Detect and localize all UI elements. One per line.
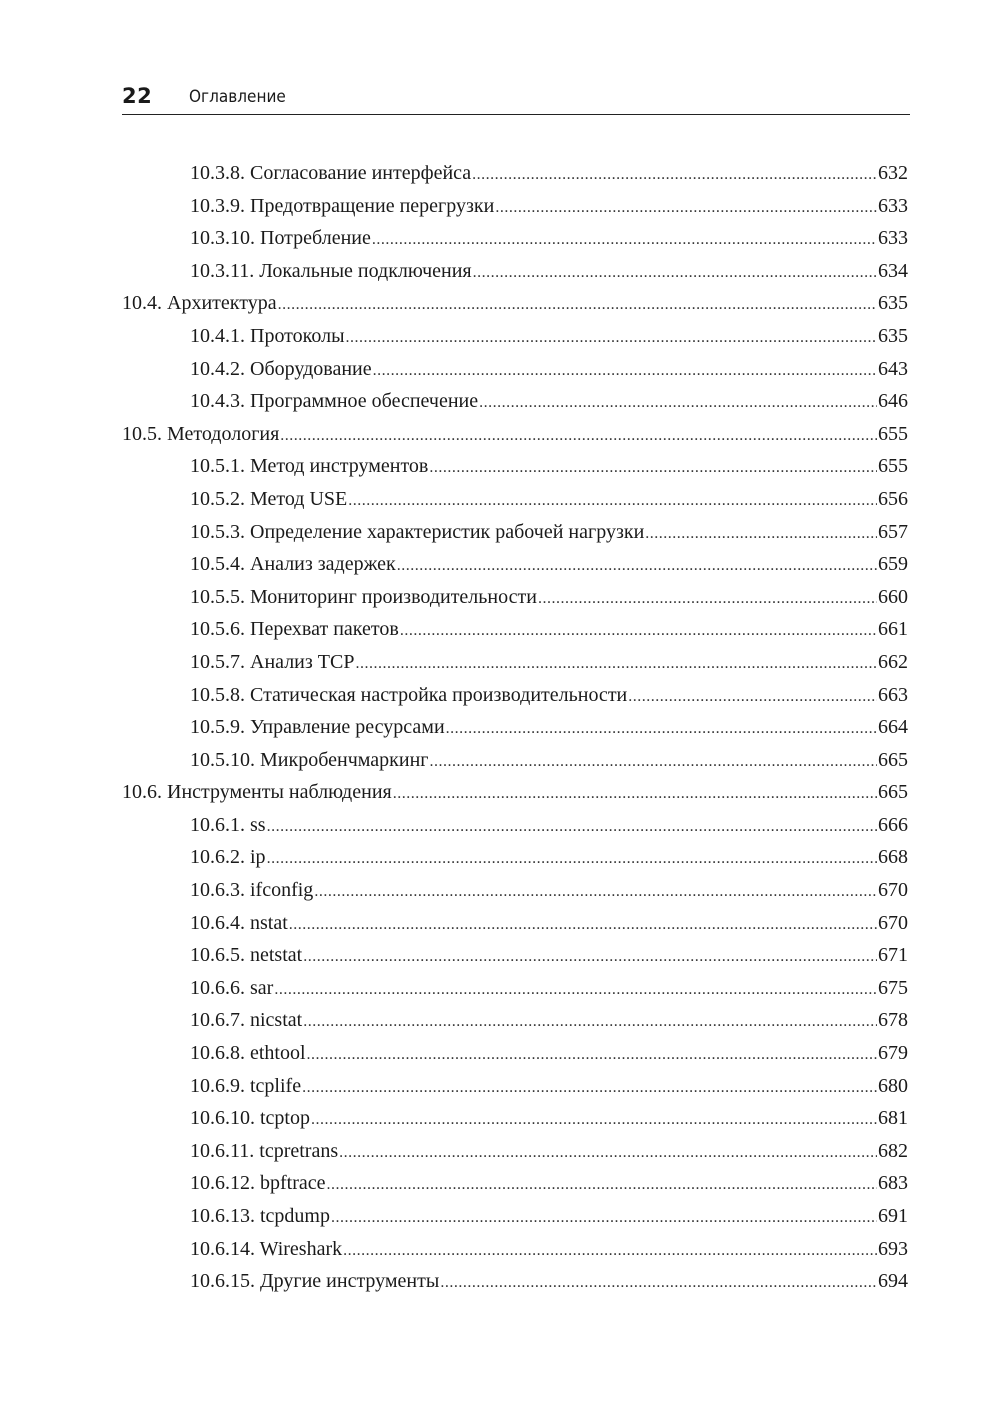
toc-dot-leader: [446, 713, 877, 745]
toc-entry-page-number: 683: [878, 1172, 908, 1195]
toc-entry-title: 10.6.13. tcpdump: [190, 1205, 330, 1227]
toc-dot-leader: [472, 159, 877, 191]
toc-dot-leader: [373, 355, 877, 387]
table-of-contents: [122, 157, 908, 1298]
toc-dot-leader: [311, 1104, 877, 1136]
toc-entry-page-number: 666: [878, 813, 908, 836]
toc-entry-title: 10.6.6. sar: [190, 976, 274, 999]
toc-dot-leader: [538, 583, 877, 615]
toc-entry-page-number: 665: [878, 781, 908, 804]
toc-section-entry: [122, 287, 908, 320]
toc-dot-leader: [274, 974, 877, 1006]
toc-entry-page-number: 665: [878, 748, 908, 771]
toc-subsection-entry: [122, 190, 908, 223]
toc-entry-title: 10.6. Инструменты наблюдения: [122, 781, 392, 804]
toc-entry-page-number: 681: [878, 1107, 908, 1130]
toc-entry-title: 10.5.7. Анализ TCP: [190, 650, 355, 673]
toc-entry-title: 10.5.1. Метод инструментов: [190, 455, 429, 478]
toc-entry-page-number: 633: [878, 227, 908, 250]
toc-dot-leader: [429, 746, 877, 778]
toc-dot-leader: [479, 387, 877, 419]
toc-subsection-entry: [122, 157, 908, 190]
toc-dot-leader: [327, 1169, 877, 1201]
toc-entry-page-number: 670: [878, 911, 908, 934]
toc-entry-title: 10.6.7. nicstat: [190, 1009, 303, 1032]
toc-entry-page-number: 646: [878, 390, 908, 413]
toc-subsection-entry: [122, 874, 908, 907]
toc-subsection-entry: [122, 483, 908, 516]
toc-dot-leader: [628, 681, 877, 713]
toc-dot-leader: [346, 322, 877, 354]
toc-entry-page-number: 670: [878, 879, 908, 902]
toc-entry-title: 10.6.14. Wireshark: [190, 1237, 343, 1260]
toc-entry-title: 10.6.10. tcptop: [190, 1107, 310, 1130]
toc-subsection-entry: [122, 972, 908, 1005]
toc-dot-leader: [348, 485, 877, 517]
toc-dot-leader: [280, 420, 877, 452]
toc-entry-page-number: 657: [878, 520, 908, 543]
toc-entry-title: 10.3.9. Предотвращение перегрузки: [190, 194, 495, 217]
toc-entry-page-number: 693: [878, 1237, 908, 1260]
toc-subsection-entry: [122, 1135, 908, 1168]
toc-subsection-entry: [122, 841, 908, 874]
toc-entry-page-number: 680: [878, 1074, 908, 1097]
toc-entry-page-number: 632: [878, 162, 908, 184]
toc-entry-page-number: 661: [878, 618, 908, 641]
toc-entry-title: 10.6.9. tcplife: [190, 1074, 302, 1097]
toc-dot-leader: [302, 1072, 877, 1104]
toc-subsection-entry: [122, 450, 908, 483]
toc-dot-leader: [339, 1137, 877, 1169]
toc-entry-title: 10.6.8. ethtool: [190, 1042, 306, 1065]
toc-entry-title: 10.4.3. Программное обеспечение: [190, 390, 479, 413]
toc-subsection-entry: [122, 1004, 908, 1037]
toc-dot-leader: [278, 289, 877, 321]
toc-subsection-entry: [122, 744, 908, 777]
toc-dot-leader: [307, 1039, 877, 1071]
toc-entry-title: 10.4.1. Протоколы: [190, 324, 345, 347]
toc-subsection-entry: [122, 907, 908, 940]
toc-entry-page-number: 675: [878, 976, 908, 999]
toc-entry-title: 10.6.5. netstat: [190, 944, 303, 967]
toc-dot-leader: [267, 811, 877, 843]
toc-subsection-entry: [122, 1070, 908, 1103]
toc-entry-title: 10.5.9. Управление ресурсами: [190, 716, 445, 739]
toc-entry-title: 10.5.5. Мониторинг производительности: [190, 585, 537, 608]
toc-entry-title: 10.5.10. Микробенчмаркинг: [190, 748, 429, 771]
toc-subsection-entry: [122, 1233, 908, 1266]
toc-entry-title: 10.3.8. Согласование интерфейса: [190, 162, 472, 184]
toc-subsection-entry: [122, 385, 908, 418]
toc-entry-page-number: 668: [878, 846, 908, 869]
toc-entry-title: 10.6.12. bpftrace: [190, 1172, 326, 1195]
toc-entry-page-number: 635: [878, 292, 908, 315]
toc-subsection-entry: [122, 646, 908, 679]
toc-subsection-entry: [122, 1167, 908, 1200]
toc-subsection-entry: [122, 939, 908, 972]
toc-dot-leader: [473, 257, 877, 289]
page-number: 22: [122, 84, 153, 108]
toc-dot-leader: [331, 1202, 877, 1234]
toc-entry-page-number: 663: [878, 683, 908, 706]
toc-entry-title: 10.6.11. tcpretrans: [190, 1139, 339, 1162]
toc-entry-title: 10.4. Архитектура: [122, 292, 277, 315]
toc-subsection-entry: [122, 222, 908, 255]
toc-subsection-entry: [122, 255, 908, 288]
toc-section-entry: [122, 776, 908, 809]
toc-entry-title: 10.5. Методология: [122, 422, 280, 445]
toc-section-entry: [122, 418, 908, 451]
toc-entry-title: 10.6.15. Другие инструменты: [190, 1270, 440, 1293]
toc-entry-page-number: 660: [878, 585, 908, 608]
running-title: Оглавление: [189, 87, 286, 107]
toc-dot-leader: [267, 843, 877, 875]
toc-subsection-entry: [122, 548, 908, 581]
toc-subsection-entry: [122, 1102, 908, 1135]
toc-dot-leader: [303, 1006, 877, 1038]
toc-entry-page-number: 655: [878, 422, 908, 445]
toc-dot-leader: [400, 615, 877, 647]
page-header: [122, 82, 910, 115]
toc-entry-page-number: 635: [878, 324, 908, 347]
toc-subsection-entry: [122, 1265, 908, 1298]
toc-subsection-entry: [122, 353, 908, 386]
toc-entry-page-number: 659: [878, 553, 908, 576]
toc-entry-page-number: 662: [878, 650, 908, 673]
toc-entry-title: 10.6.4. nstat: [190, 911, 288, 934]
toc-subsection-entry: [122, 613, 908, 646]
toc-entry-title: 10.6.1. ss: [190, 813, 266, 836]
toc-dot-leader: [645, 518, 877, 550]
toc-dot-leader: [372, 224, 877, 256]
toc-entry-page-number: 682: [878, 1139, 908, 1162]
toc-dot-leader: [314, 876, 877, 908]
toc-subsection-entry: [122, 679, 908, 712]
toc-entry-title: 10.5.4. Анализ задержек: [190, 553, 396, 576]
toc-dot-leader: [303, 941, 877, 973]
toc-dot-leader: [495, 192, 877, 224]
toc-subsection-entry: [122, 1200, 908, 1233]
toc-entry-page-number: 655: [878, 455, 908, 478]
toc-entry-title: 10.5.2. Метод USE: [190, 487, 348, 510]
toc-subsection-entry: [122, 320, 908, 353]
toc-dot-leader: [355, 648, 877, 680]
toc-subsection-entry: [122, 1037, 908, 1070]
toc-subsection-entry: [122, 711, 908, 744]
toc-dot-leader: [429, 452, 877, 484]
toc-dot-leader: [440, 1267, 877, 1299]
toc-entry-page-number: 643: [878, 357, 908, 380]
toc-entry-page-number: 671: [878, 944, 908, 967]
toc-entry-page-number: 656: [878, 487, 908, 510]
toc-subsection-entry: [122, 581, 908, 614]
toc-dot-leader: [393, 778, 877, 810]
toc-entry-page-number: 678: [878, 1009, 908, 1032]
toc-dot-leader: [289, 909, 877, 941]
toc-entry-page-number: 694: [878, 1270, 908, 1293]
toc-entry-title: 10.4.2. Оборудование: [190, 357, 372, 380]
toc-entry-title: 10.6.2. ip: [190, 846, 266, 869]
toc-dot-leader: [343, 1235, 877, 1267]
toc-subsection-entry: [122, 516, 908, 549]
toc-entry-title: 10.6.3. ifconfig: [190, 879, 314, 902]
toc-subsection-entry: [122, 809, 908, 842]
toc-entry-title: 10.5.8. Статическая настройка производительности: [190, 683, 628, 706]
toc-entry-page-number: 691: [878, 1205, 908, 1227]
toc-entry-page-number: 633: [878, 194, 908, 217]
toc-dot-leader: [397, 550, 877, 582]
toc-entry-title: 10.5.3. Определение характеристик рабочей нагрузки: [190, 520, 645, 543]
toc-entry-page-number: 679: [878, 1042, 908, 1065]
toc-entry-page-number: 664: [878, 716, 908, 739]
toc-entry-title: 10.3.11. Локальные подключения: [190, 259, 472, 282]
toc-entry-page-number: 634: [878, 259, 908, 282]
toc-entry-title: 10.3.10. Потребление: [190, 227, 371, 250]
toc-entry-title: 10.5.6. Перехват пакетов: [190, 618, 399, 641]
